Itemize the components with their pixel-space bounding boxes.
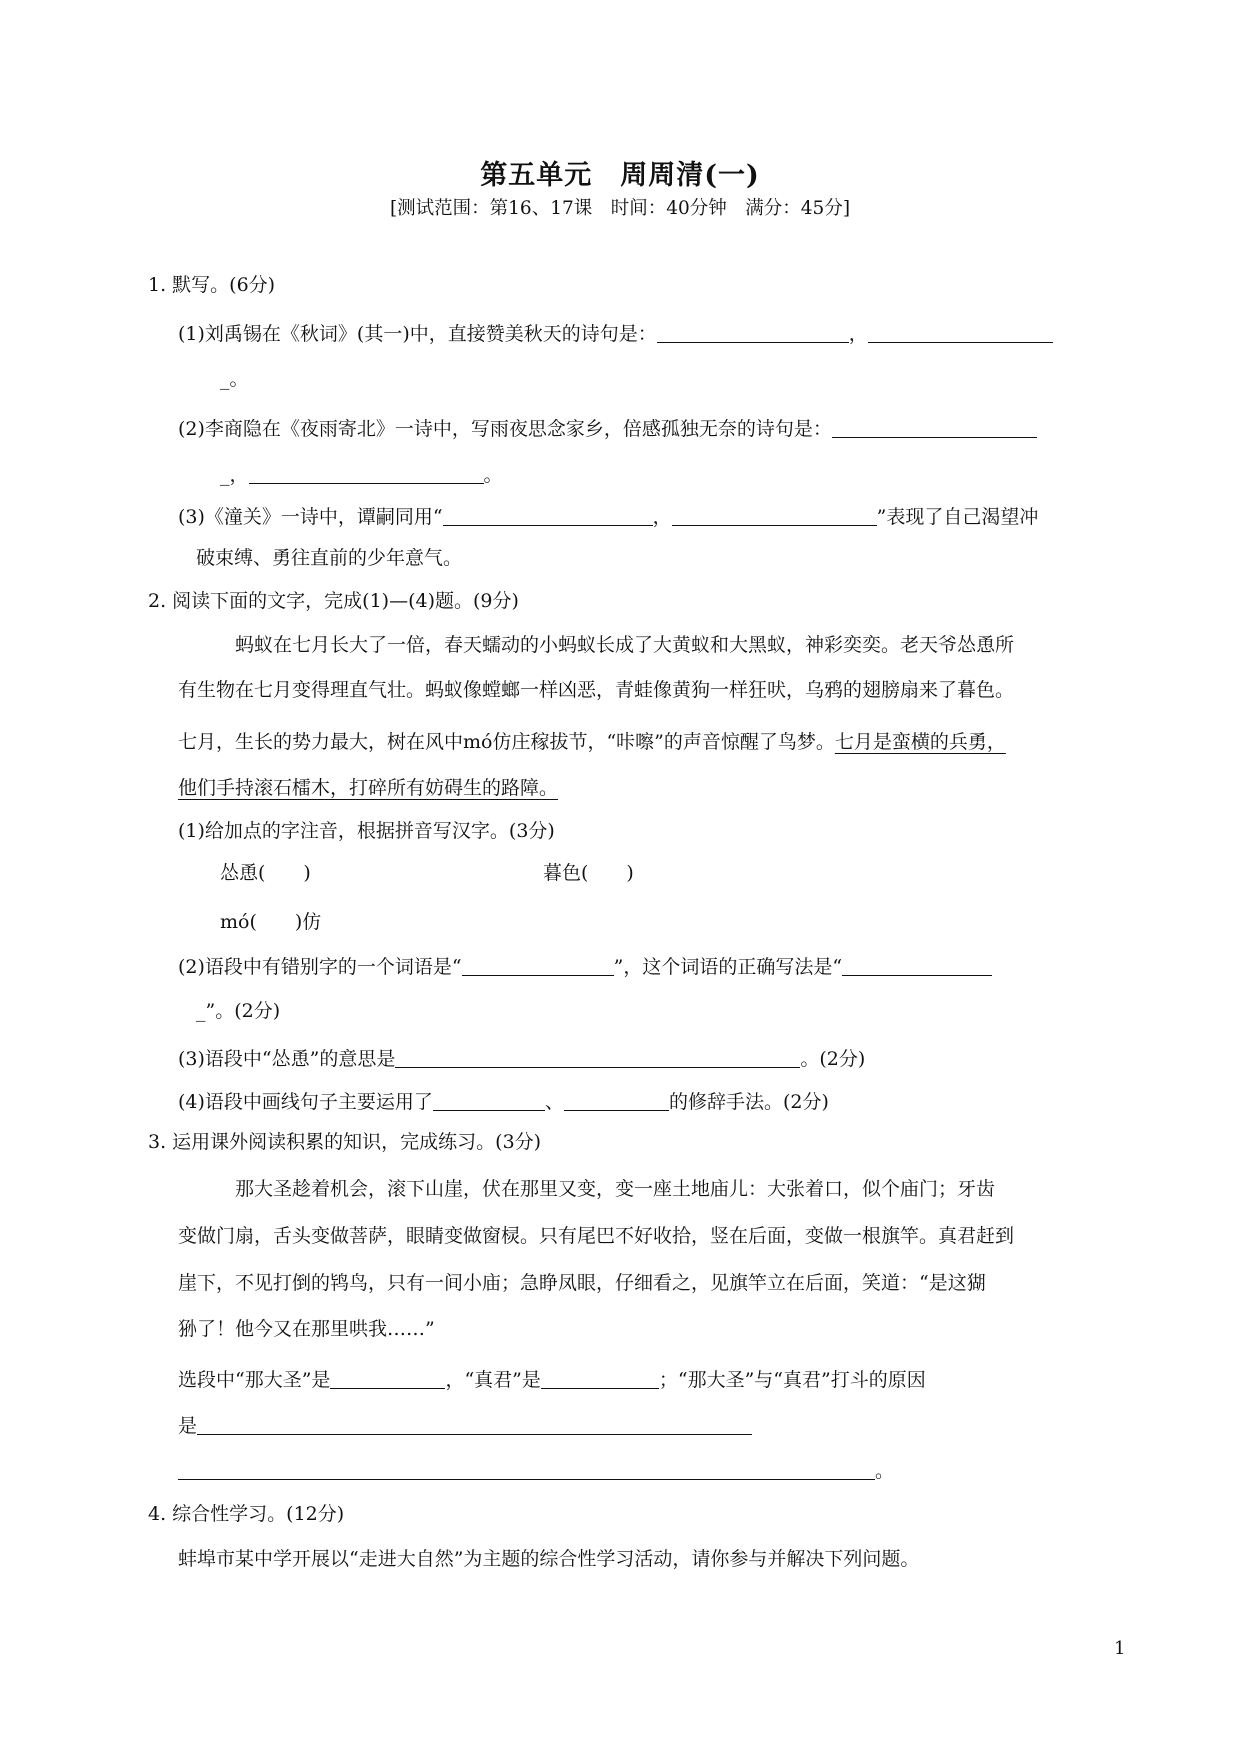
answer-blank[interactable] <box>564 1090 669 1111</box>
q2-sub4-text: (4)语段中画线句子主要运用了 <box>178 1091 433 1113</box>
q2-sub2-text: ”，这个词语的正确写法是“ <box>613 956 843 978</box>
answer-blank[interactable] <box>197 1414 752 1435</box>
q1-sub3-line2: 破束缚、勇往直前的少年意气。 <box>196 547 463 569</box>
answer-blank[interactable] <box>657 322 849 343</box>
underlined-sentence: 七月是蛮横的兵勇， <box>834 731 1006 753</box>
page-title: 第五单元 周周清(一) <box>480 160 760 191</box>
q2-sub3-text: (3)语段中“怂恿”的意思是 <box>178 1048 396 1070</box>
answer-blank[interactable] <box>842 955 992 976</box>
q2-passage-text: 七月，生长的势力最大，树在风中mó仿庄稼拔节，“咔嚓”的声音惊醒了鸟梦。 <box>178 731 835 753</box>
answer-blank[interactable] <box>832 417 1037 438</box>
q4-heading: 4. 综合性学习。(12分) <box>148 1503 345 1525</box>
q3-passage-line: 那大圣趁着机会，滚下山崖，伏在那里又变，变一座土地庙儿：大张着口，似个庙门；牙齿 <box>235 1178 996 1200</box>
q1-sub2-end: 。 <box>483 464 503 486</box>
q2-sub2 <box>178 955 992 977</box>
q1-sub3-after: ”表现了自己渴望冲 <box>876 506 1039 528</box>
answer-blank[interactable] <box>395 1047 800 1068</box>
q4-intro: 蚌埠市某中学开展以“走进大自然”为主题的综合性学习活动，请你参与并解决下列问题。 <box>178 1548 920 1570</box>
answer-blank[interactable] <box>462 955 614 976</box>
q2-sub4 <box>178 1090 829 1112</box>
q2-sub1: (1)给加点的字注音，根据拼音写汉字。(3分) <box>178 820 555 842</box>
q1-sub1-tail: _。 <box>220 368 249 390</box>
test-scope-subtitle: [测试范围：第16、17课 时间：40分钟 满分：45分] <box>389 198 851 219</box>
q2-sub1-item: mó( )仿 <box>220 911 322 933</box>
q2-sub2-cont: _”。(2分) <box>196 1000 281 1022</box>
answer-blank[interactable] <box>868 322 1053 343</box>
q2-sub1-item: 怂恿( ) <box>220 862 311 884</box>
q2-sub3 <box>178 1047 865 1069</box>
q1-sub2-text: (2)李商隐在《夜雨寄北》一诗中，写雨夜思念家乡，倍感孤独无奈的诗句是： <box>178 418 832 440</box>
q2-sub4-sep: 、 <box>544 1091 564 1113</box>
page-number: 1 <box>1114 1638 1126 1659</box>
q3-question <box>178 1368 926 1390</box>
q1-sub1 <box>178 322 1053 344</box>
answer-blank[interactable] <box>433 1090 545 1111</box>
answer-blank[interactable] <box>541 1368 659 1389</box>
q3-question-end: 。 <box>875 1460 895 1482</box>
answer-blank[interactable] <box>249 463 484 484</box>
q1-sub3 <box>178 505 1038 527</box>
q1-sub2 <box>178 417 1037 439</box>
underlined-sentence: 他们手持滚石檑木，打碎所有妨碍生的路障。 <box>178 777 559 799</box>
q2-passage-line <box>178 733 1006 752</box>
q3-question-line2 <box>178 1414 752 1436</box>
answer-blank[interactable] <box>443 505 653 526</box>
q1-sub2-cont <box>220 463 503 485</box>
q2-sub4-tail: 的修辞手法。(2分) <box>668 1091 829 1113</box>
answer-blank[interactable] <box>672 505 877 526</box>
q3-question-line3 <box>178 1459 894 1481</box>
q3-heading: 3. 运用课外阅读积累的知识，完成练习。(3分) <box>148 1131 542 1153</box>
q1-sub2-cont-text: _， <box>220 464 249 486</box>
q3-question-text: 选段中“那大圣”是 <box>178 1369 331 1391</box>
q1-sub3-sep: ， <box>652 506 672 528</box>
q2-sub1-item: 暮色( ) <box>543 862 634 884</box>
q3-passage-line: 崖下，不见打倒的鸨鸟，只有一间小庙；急睁凤眼，仔细看之，见旗竿立在后面，笑道：“是这猢 <box>178 1272 986 1294</box>
q3-question-text: ；“那大圣”与“真君”打斗的原因 <box>658 1369 926 1391</box>
q3-question-text: ，“真君”是 <box>445 1369 541 1391</box>
answer-blank[interactable] <box>330 1368 445 1389</box>
q1-sub1-sep: ， <box>848 323 868 345</box>
q2-heading: 2. 阅读下面的文字，完成(1)—(4)题。(9分) <box>148 590 519 612</box>
q3-question-text: 是 <box>178 1415 198 1437</box>
q2-passage-line: 有生物在七月变得理直气壮。蚂蚁像螳螂一样凶恶，青蛙像黄狗一样狂吠，乌鸦的翅膀扇来了暮色。 <box>178 679 1015 701</box>
q1-sub3-text: (3)《潼关》一诗中，谭嗣同用“ <box>178 506 443 528</box>
q2-passage-line: 蚂蚁在七月长大了一倍，春天蠕动的小蚂蚁长成了大黄蚁和大黑蚁，神彩奕奕。老天爷怂恿所 <box>235 634 1015 656</box>
q1-sub1-text: (1)刘禹锡在《秋词》(其一)中，直接赞美秋天的诗句是： <box>178 323 657 345</box>
q2-sub2-text: (2)语段中有错别字的一个词语是“ <box>178 956 462 978</box>
q2-sub3-tail: 。(2分) <box>800 1048 866 1070</box>
q1-heading: 1. 默写。(6分) <box>148 274 276 296</box>
answer-blank[interactable] <box>178 1459 875 1480</box>
q3-passage-line: 狲了！他今又在那里哄我……” <box>178 1318 435 1340</box>
q3-passage-line: 变做门扇，舌头变做菩萨，眼睛变做窗棂。只有尾巴不好收拾，竖在后面，变做一根旗竿。真君赶到 <box>178 1225 1015 1247</box>
